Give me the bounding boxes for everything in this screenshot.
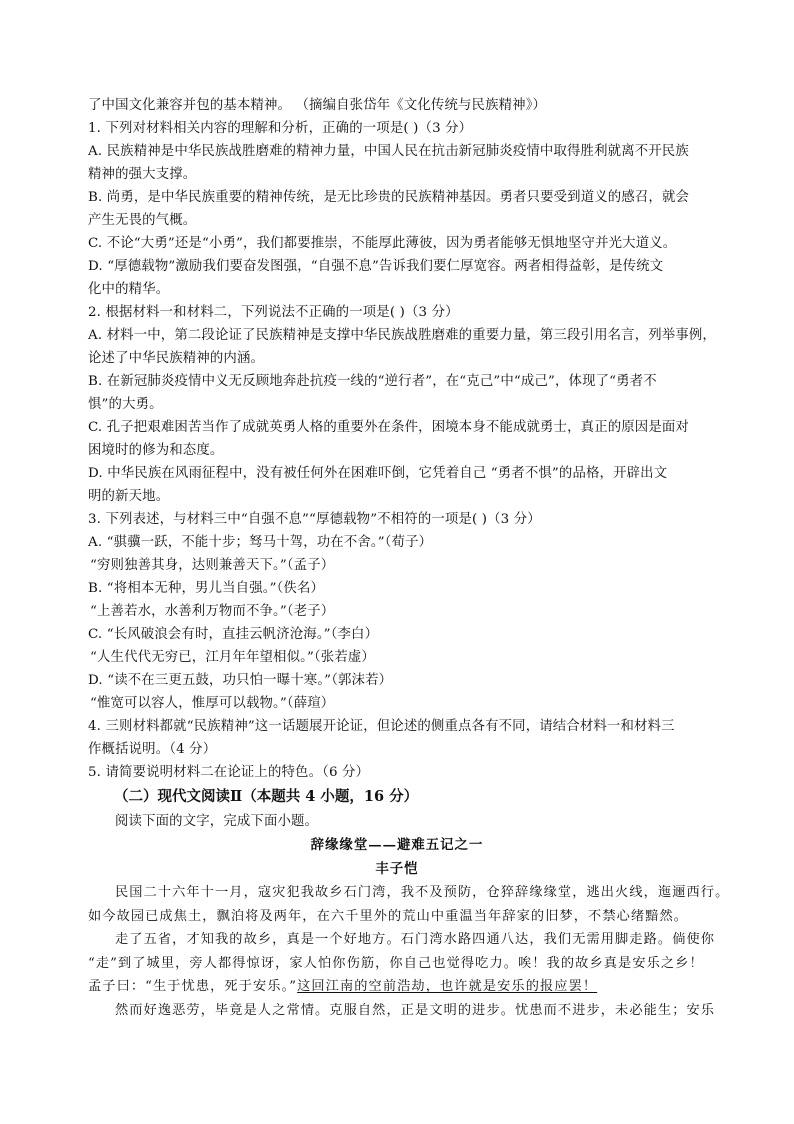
q1-option-a-line2: 精神的强大支撑。 bbox=[88, 167, 197, 182]
q2-option-c-line2: 困境时的修为和态度。 bbox=[88, 443, 224, 458]
q2-option-d-line1: D. 中华民族在风雨征程中，没有被任何外在困难吓倒，它凭着自己 “勇者不惧”的品格，开辟出文 bbox=[88, 466, 668, 481]
mencius-quote: 孟子曰：“生于忧患，死于安乐。” bbox=[88, 979, 298, 994]
essay-body bbox=[88, 881, 730, 1022]
q3-option-b-line2: “上善若水，水善利万物而不争。”（老子） bbox=[90, 604, 335, 619]
q3-option-c-line2: “人生代代无穷已，江月年年望相似。”（张若虚） bbox=[90, 650, 375, 665]
q1-option-a-line1: A. 民族精神是中华民族战胜磨难的精神力量，中国人民在抗击新冠肺炎疫情中取得胜利就离不开民族 bbox=[88, 144, 689, 159]
essay-author: 丰子恺 bbox=[375, 861, 419, 877]
essay-paragraph-2-line3 bbox=[88, 975, 706, 999]
q2-option-c-line1: C. 孔子把艰难困苦当作了成就英勇人格的重要外在条件，困境本身不能成就勇士，真正的原因是面对 bbox=[88, 420, 689, 435]
q2-option-a-line2: 论述了中华民族精神的内涵。 bbox=[88, 351, 265, 366]
q1-option-d-line1: D. “厚德载物”激励我们要奋发图强，“自强不息”告诉我们要仁厚宽容。两者相得益彰，是传统文 bbox=[88, 259, 664, 274]
q1-option-b-line1: B. 尚勇，是中华民族重要的精神传统，是无比珍贵的民族精神基因。勇者只要受到道义的感召，就会 bbox=[88, 190, 690, 205]
essay-paragraph-2-line1: 走了五省，才知我的故乡，真是一个好地方。石门湾水路四通八达，我们无需用脚走路。倘使你 bbox=[115, 932, 716, 947]
question-4 bbox=[88, 715, 706, 761]
essay-paragraph-1-line2: 如今故园已成焦土，飘泊将及两年，在六千里外的荒山中重温当年辞家的旧梦，不禁心绪黯然。 bbox=[88, 908, 689, 924]
question-5 bbox=[88, 761, 706, 784]
essay-title: 辞缘缘堂——避难五记之一 bbox=[310, 837, 484, 853]
q3-option-c-line1: C. “长风破浪会有时，直挂云帆济沧海。”（李白） bbox=[88, 627, 379, 642]
underlined-sentence: 这回江南的空前浩劫，也许就是安乐的报应罢！ bbox=[297, 979, 598, 994]
essay-paragraph-1-line1: 民国二十六年十一月，寇灾犯我故乡石门湾，我不及预防，仓猝辞缘缘堂，逃出火线，迤逦西行。 bbox=[115, 885, 730, 900]
question-2 bbox=[88, 301, 716, 508]
question-1 bbox=[88, 117, 706, 301]
section-heading: （二）现代文阅读Ⅱ（本题共 4 小题，16 分） bbox=[114, 788, 419, 805]
q3-option-b-line1: B. “将相本无种，男儿当自强。”（佚名） bbox=[88, 581, 325, 596]
q1-option-c-line1: C. 不论“大勇”还是“小勇”，我们都要推崇，不能厚此薄彼，因为勇者能够无惧地坚守并光大道义。 bbox=[88, 236, 677, 251]
reading-instruction: 阅读下面的文字，完成下面小题。 bbox=[115, 814, 319, 829]
question-4-line2: 作概括说明。（4 分） bbox=[88, 742, 217, 757]
q2-option-b-line1: B. 在新冠肺炎疫情中义无反顾地奔赴抗疫一线的“逆行者”，在“克己”中“成己”，体现了“勇者不 bbox=[88, 374, 657, 389]
question-3 bbox=[88, 508, 706, 715]
question-1-stem: 1. 下列对材料相关内容的理解和分析，正确的一项是( )（3 分） bbox=[88, 121, 473, 136]
essay-paragraph-3-line1: 然而好逸恶劳，毕竟是人之常情。克服自然，正是文明的进步。忧患而不进步，未必能生；安乐 bbox=[115, 1002, 716, 1018]
q1-option-d-line2: 化中的精华。 bbox=[88, 282, 170, 297]
question-3-stem: 3. 下列表述，与材料三中“自强不息”“厚德载物”不相符的一项是( )（3 分） bbox=[88, 512, 541, 527]
question-4-line1: 4. 三则材料都就“民族精神”这一话题展开论证，但论述的侧重点各有不同，请结合材料一和材料三 bbox=[88, 719, 675, 734]
document-page bbox=[88, 94, 730, 1022]
source-citation-line: 了中国文化兼容并包的基本精神。 （摘编自张岱年《文化传统与民族精神》） bbox=[88, 98, 547, 113]
q1-option-b-line2: 产生无畏的气概。 bbox=[88, 213, 197, 228]
q3-option-d-line1: D. “读不在三更五鼓，功只怕一曝十寒。”（郭沫若） bbox=[88, 673, 393, 688]
question-2-stem: 2. 根据材料一和材料二，下列说法不正确的一项是( )（3 分） bbox=[88, 305, 459, 320]
q3-option-d-line2: “惟宽可以容人，惟厚可以载物。”（薛瑄） bbox=[90, 696, 335, 711]
essay-paragraph-2-line2: “走”到了城里，旁人都得惊讶，家人怕你伤筋，你自己也觉得吃力。唉！我的故乡真是安乐之乡！ bbox=[88, 955, 704, 971]
question-5-line1: 5. 请简要说明材料二在论证上的特色。（6 分） bbox=[88, 765, 370, 780]
q3-option-a-line1: A. “骐骥一跃，不能十步；驽马十驾，功在不舍。”（荀子） bbox=[88, 535, 433, 550]
q2-option-a-line1: A. 材料一中，第二段论证了民族精神是支撑中华民族战胜磨难的重要力量，第三段引用名言，列举事例， bbox=[88, 328, 716, 343]
q2-option-b-line2: 惧”的大勇。 bbox=[88, 397, 163, 412]
q2-option-d-line2: 明的新天地。 bbox=[88, 489, 170, 504]
q3-option-a-line2: “穷则独善其身，达则兼善天下。”（孟子） bbox=[90, 558, 335, 573]
